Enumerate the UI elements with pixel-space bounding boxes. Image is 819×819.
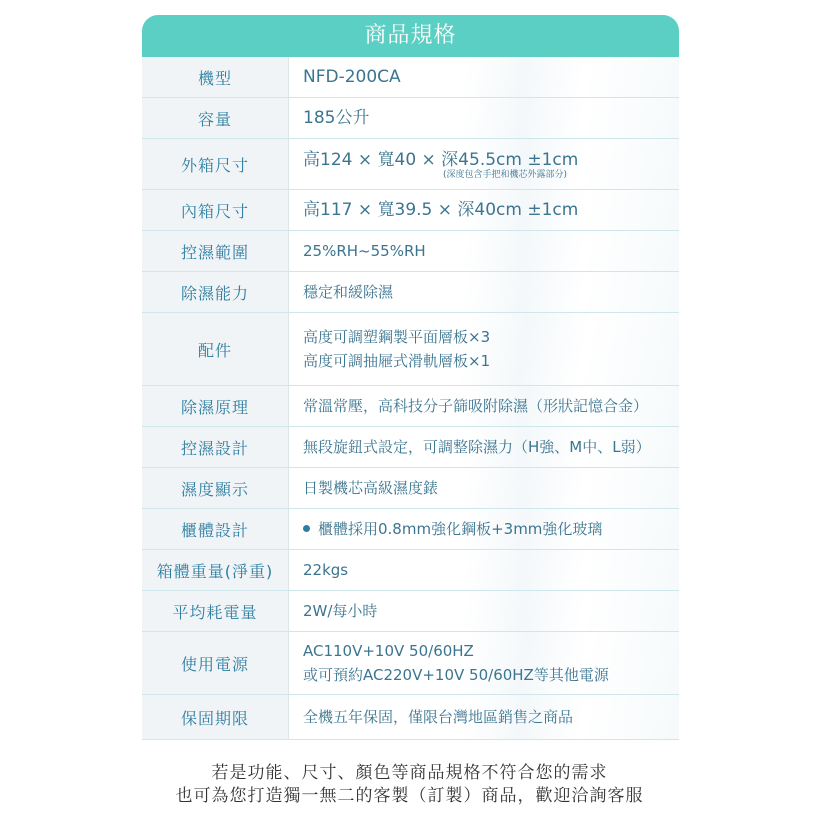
spec-label: 容量 <box>142 98 289 138</box>
spec-value <box>289 313 679 385</box>
spec-value <box>289 695 679 739</box>
spec-row-outer-size <box>142 139 679 190</box>
spec-row-inner-size <box>142 190 679 231</box>
spec-value <box>289 468 679 508</box>
spec-value <box>289 57 679 97</box>
spec-row-model <box>142 57 679 98</box>
spec-label: 除濕原理 <box>142 386 289 426</box>
spec-value-line: 常溫常壓，高科技分子篩吸附除濕（形狀記憶合金） <box>303 397 649 415</box>
spec-value-line: 穩定和緩除濕 <box>303 283 394 301</box>
spec-value <box>289 272 679 312</box>
spec-value-line: 25%RH~55%RH <box>303 242 426 260</box>
spec-label: 平均耗電量 <box>142 591 289 631</box>
spec-value <box>289 632 679 694</box>
spec-value <box>289 98 679 138</box>
spec-value <box>289 550 679 590</box>
bullet-icon <box>303 525 310 532</box>
spec-value <box>289 139 679 189</box>
spec-label: 保固期限 <box>142 695 289 739</box>
spec-value-line: 2W/每小時 <box>303 602 378 620</box>
spec-row-control-design <box>142 427 679 468</box>
spec-label: 濕度顯示 <box>142 468 289 508</box>
spec-value-note: (深度包含手把和機芯外露部分) <box>443 169 568 180</box>
spec-value-line: 或可預約AC220V+10V 50/60HZ等其他電源 <box>303 666 609 684</box>
spec-value-line: NFD-200CA <box>303 67 401 87</box>
spec-label: 使用電源 <box>142 632 289 694</box>
spec-value-text: 櫃體採用0.8mm強化鋼板+3mm強化玻璃 <box>318 520 603 538</box>
spec-row-humidity-range <box>142 231 679 272</box>
spec-value-line: AC110V+10V 50/60HZ <box>303 642 474 660</box>
spec-value <box>289 509 679 549</box>
spec-label: 控濕設計 <box>142 427 289 467</box>
spec-row-cabinet-design <box>142 509 679 550</box>
spec-label: 機型 <box>142 57 289 97</box>
footer-line-2: 也可為您打造獨一無二的客製（訂製）商品，歡迎洽詢客服 <box>175 786 644 806</box>
spec-value-line: 高度可調抽屜式滑軌層板×1 <box>303 352 491 370</box>
spec-value-line: 高124 × 寬40 × 深45.5cm ±1cm <box>303 149 579 170</box>
spec-row-humidity-display <box>142 468 679 509</box>
spec-row-dehumidify-capacity <box>142 272 679 313</box>
spec-label: 外箱尺寸 <box>142 139 289 189</box>
spec-row-power-consumption <box>142 591 679 632</box>
spec-value-line: 22kgs <box>303 561 349 579</box>
spec-row-accessories <box>142 313 679 386</box>
spec-row-warranty <box>142 695 679 740</box>
spec-label: 除濕能力 <box>142 272 289 312</box>
spec-value <box>289 190 679 230</box>
spec-row-power-supply <box>142 632 679 695</box>
spec-value <box>289 386 679 426</box>
spec-label: 控濕範圍 <box>142 231 289 271</box>
spec-row-capacity <box>142 98 679 139</box>
spec-value-line: 無段旋鈕式設定，可調整除濕力（H強、M中、L弱） <box>303 438 651 456</box>
spec-label: 內箱尺寸 <box>142 190 289 230</box>
footer-line-1: 若是功能、尺寸、顏色等商品規格不符合您的需求 <box>211 763 608 783</box>
footer-note <box>0 762 819 808</box>
spec-label: 配件 <box>142 313 289 385</box>
spec-value-line: 全機五年保固，僅限台灣地區銷售之商品 <box>303 708 574 726</box>
spec-table-title: 商品規格 <box>142 15 679 57</box>
spec-label: 箱體重量(淨重) <box>142 550 289 590</box>
spec-value-line: 185公升 <box>303 108 370 128</box>
spec-value-line: 高度可調塑鋼製平面層板×3 <box>303 328 491 346</box>
spec-row-weight <box>142 550 679 591</box>
spec-value-line: 高117 × 寬39.5 × 深40cm ±1cm <box>303 200 579 220</box>
spec-value <box>289 231 679 271</box>
spec-value <box>289 427 679 467</box>
spec-row-principle <box>142 386 679 427</box>
spec-table <box>142 15 679 740</box>
spec-value-line: 日製機芯高級濕度錶 <box>303 479 439 497</box>
spec-value <box>289 591 679 631</box>
spec-label: 櫃體設計 <box>142 509 289 549</box>
spec-value-line <box>303 517 679 541</box>
